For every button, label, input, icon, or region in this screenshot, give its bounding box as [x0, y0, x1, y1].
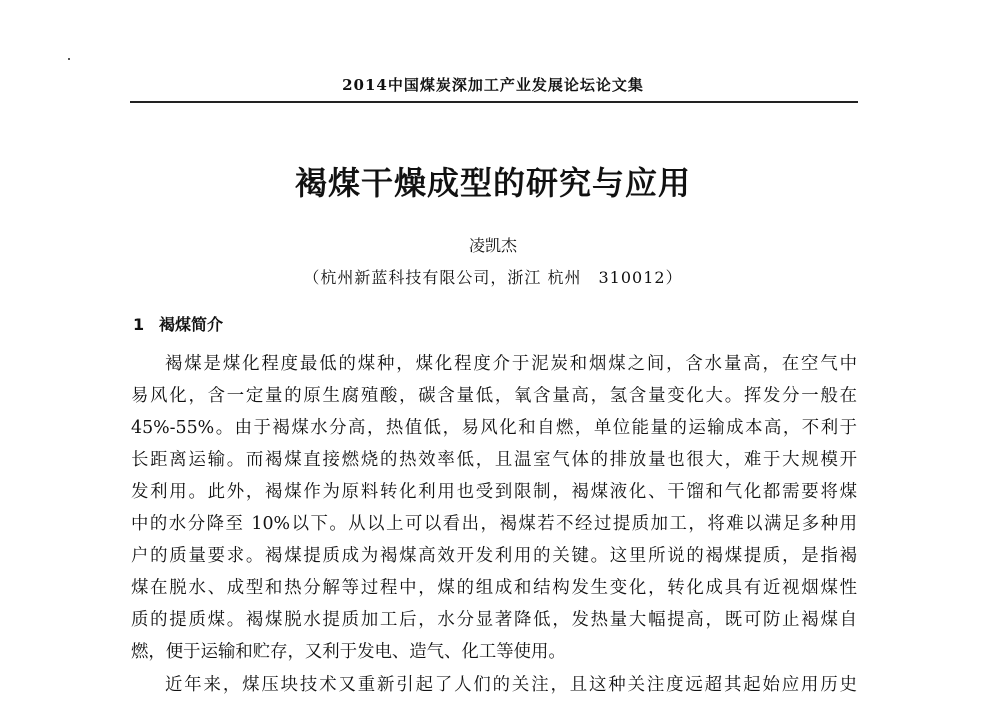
header-rule	[130, 101, 858, 103]
section-number: 1	[133, 315, 145, 334]
paragraph-line: 45%-55%。由于褐煤水分高，热值低，易风化和自燃，单位能量的运输成本高，不利于	[131, 418, 857, 438]
section-heading	[133, 312, 223, 335]
paragraph-line: 质的提质煤。褐煤脱水提质加工后，水分显著降低，发热量大幅提高，既可防止褐煤自	[131, 610, 857, 630]
running-header: 2014中国煤炭深加工产业发展论坛论文集	[342, 76, 644, 94]
paragraph-line: 户的质量要求。褐煤提质成为褐煤高效开发利用的关键。这里所说的褐煤提质，是指褐	[131, 546, 857, 566]
author-name: 凌凯杰	[468, 236, 517, 255]
scan-speck	[68, 58, 70, 60]
paragraph-line: 褐煤是煤化程度最低的煤种，煤化程度介于泥炭和烟煤之间，含水量高，在空气中	[165, 354, 857, 374]
paper-title: 褐煤干燥成型的研究与应用	[294, 164, 691, 202]
paragraph-line: 发利用。此外，褐煤作为原料转化利用也受到限制，褐煤液化、干馏和气化都需要将煤	[131, 482, 857, 502]
paragraph-line: 燃，便于运输和贮存，又利于发电、造气、化工等使用。	[131, 642, 566, 662]
paragraph-line: 中的水分降至 10%以下。从以上可以看出，褐煤若不经过提质加工，将难以满足多种用	[131, 514, 857, 534]
paragraph-line: 煤在脱水、成型和热分解等过程中，煤的组成和结构发生变化，转化成具有近视烟煤性	[131, 578, 857, 598]
paragraph-line: 长距离运输。而褐煤直接燃烧的热效率低，且温室气体的排放量也很大，难于大规模开	[131, 450, 857, 470]
paragraph-line: 易风化，含一定量的原生腐殖酸，碳含量低，氧含量高，氢含量变化大。挥发分一般在	[131, 386, 857, 406]
section-title: 褐煤简介	[159, 315, 224, 334]
paragraph-line: 近年来，煤压块技术又重新引起了人们的关注，且这种关注度远超其起始应用历史	[165, 675, 857, 695]
author-affiliation: （杭州新蓝科技有限公司，浙江 杭州 310012）	[303, 268, 683, 287]
